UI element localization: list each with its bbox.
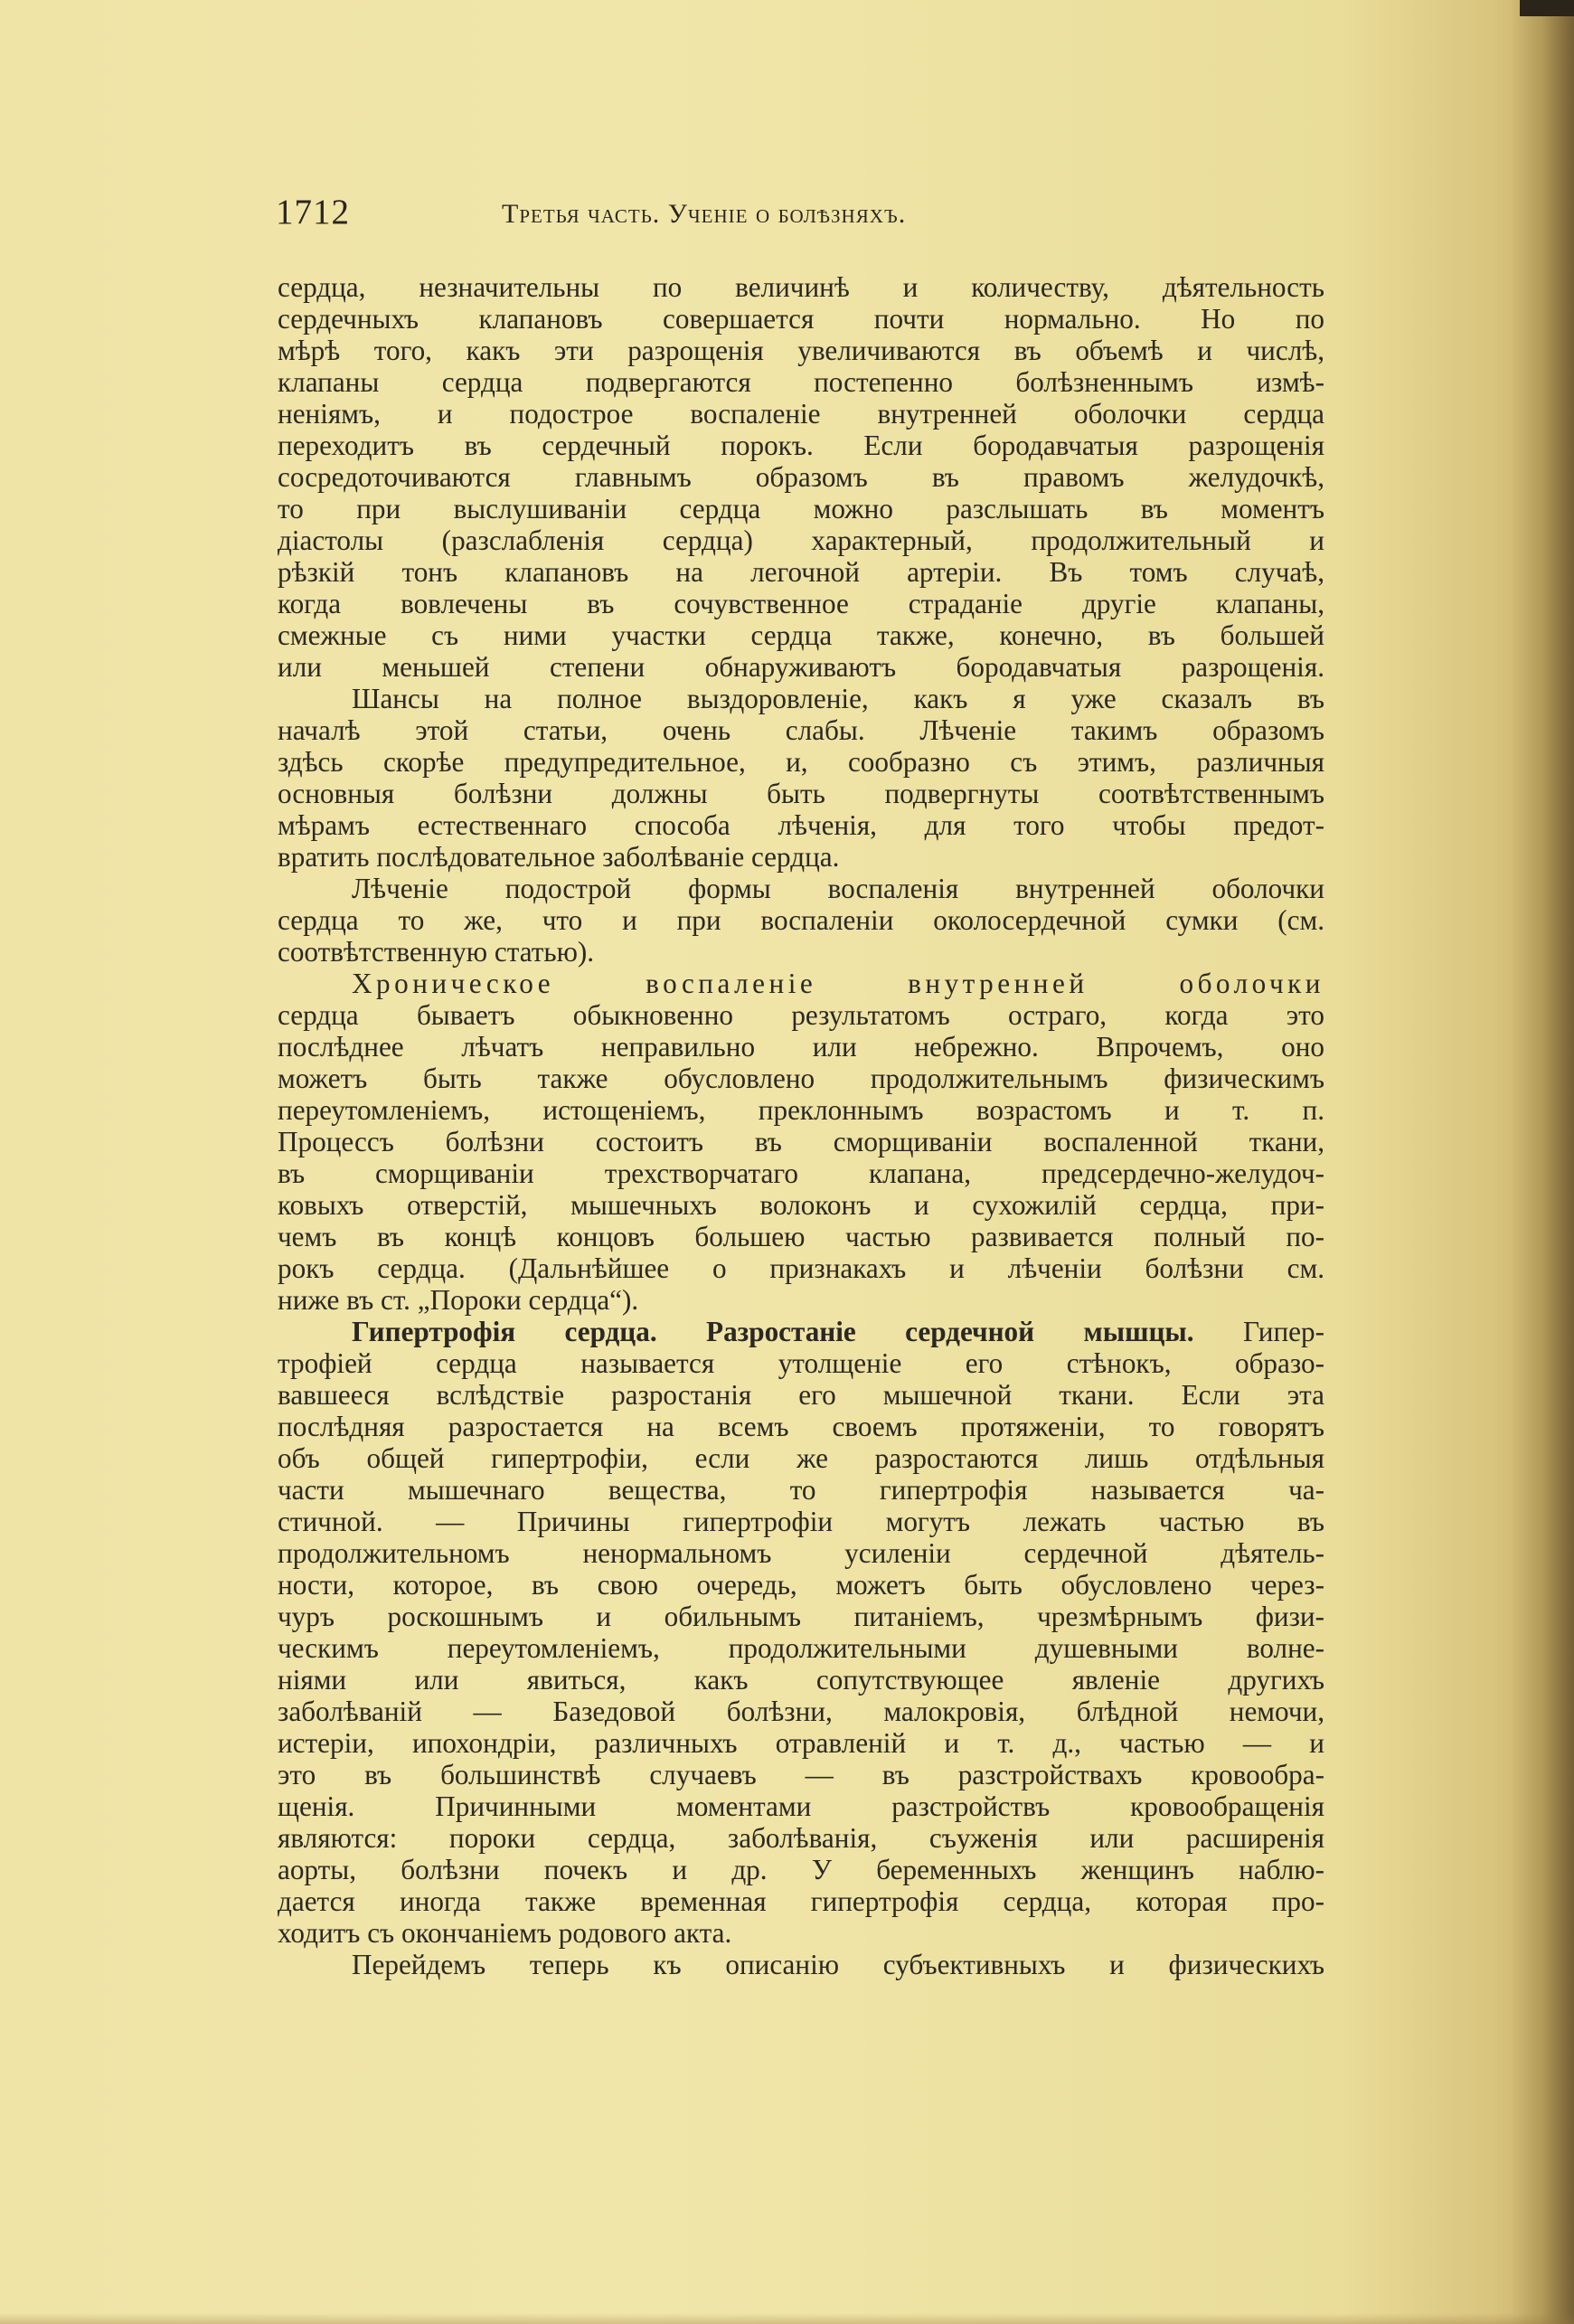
line-text: вавшееся вслѣдствіе разростанія его мышечной ткани. Если эта — [278, 1379, 1324, 1411]
text-line — [278, 1759, 1324, 1790]
text-line — [278, 588, 1324, 619]
text-line — [278, 398, 1324, 430]
text-line — [278, 651, 1324, 683]
text-line — [278, 1537, 1324, 1569]
line-text: въ сморщиваніи трехстворчатаго клапана, предсердечно-желудоч- — [278, 1157, 1324, 1189]
text-line — [278, 841, 1324, 873]
text-line — [278, 1252, 1324, 1284]
text-line — [278, 1506, 1324, 1537]
line-text: чемъ въ концѣ концовъ большею частью развивается полный по- — [278, 1221, 1324, 1252]
line-text: щенія. Причинными моментами разстройствъ кровообращенія — [278, 1790, 1324, 1822]
text-line — [278, 430, 1324, 461]
text-line — [278, 1094, 1324, 1126]
text-line — [278, 1379, 1324, 1411]
text-line — [278, 1917, 1324, 1949]
line-text: дается иногда также временная гипертрофія сердца, которая про- — [278, 1885, 1324, 1917]
section-heading: Гипертрофія сердца. Разростаніе сердечной мышцы. — [352, 1316, 1194, 1347]
line-text: Перейдемъ теперь къ описанію субъективныхъ и физическихъ — [352, 1949, 1324, 1980]
line-text: Процессъ болѣзни состоитъ въ сморщиваніи воспаленной ткани, — [278, 1126, 1324, 1157]
text-line — [278, 1347, 1324, 1379]
text-line — [278, 1854, 1324, 1885]
line-text: послѣдняя разростается на всемъ своемъ протяженіи, то говорятъ — [278, 1411, 1324, 1442]
text-line — [278, 904, 1324, 936]
text-line — [278, 556, 1324, 588]
line-text: Шансы на полное выздоровленіе, какъ я уже сказалъ въ — [352, 683, 1324, 714]
line-text: сосредоточиваются главнымъ образомъ въ правомъ желудочкѣ, — [278, 461, 1324, 493]
line-text: объ общей гипертрофіи, если же разростаются лишь отдѣльныя — [278, 1442, 1324, 1474]
line-text: то при выслушиваніи сердца можно разслышать въ моментъ — [278, 493, 1324, 524]
text-line — [278, 1822, 1324, 1854]
line-text: ческимъ переутомленіемъ, продолжительными душевными волне- — [278, 1632, 1324, 1664]
line-text: рокъ сердца. (Дальнѣйшее о признакахъ и лѣченіи болѣзни см. — [278, 1252, 1324, 1284]
text-line — [278, 1063, 1324, 1094]
line-text: рѣзкій тонъ клапановъ на легочной артеріи. Въ томъ случаѣ, — [278, 556, 1324, 588]
line-text: сердечныхъ клапановъ совершается почти нормально. Но по — [278, 303, 1324, 335]
text-line — [278, 524, 1324, 556]
line-text: переходитъ въ сердечный порокъ. Если бородавчатыя разрощенія — [278, 430, 1324, 461]
running-header — [276, 192, 1324, 246]
line-text: части мышечнаго вещества, то гипертрофія называется ча- — [278, 1474, 1324, 1506]
line-text: неніямъ, и подострое воспаленіе внутренней оболочки сердца — [278, 398, 1324, 430]
line-text: истеріи, ипохондріи, различныхъ отравленій и т. д., частью — и — [278, 1727, 1324, 1759]
text-line — [278, 1601, 1324, 1632]
line-text: Гипер- — [1193, 1316, 1324, 1347]
line-text: стичной. — Причины гипертрофіи могутъ лежать частью въ — [278, 1506, 1324, 1537]
line-text: когда вовлечены въ сочувственное страданіе другіе клапаны, — [278, 588, 1324, 619]
line-text: мѣрѣ того, какъ эти разрощенія увеличиваются въ объемѣ и числѣ, — [278, 335, 1324, 366]
line-text: послѣднее лѣчатъ неправильно или небрежно. Впрочемъ, оно — [278, 1031, 1324, 1063]
text-line — [278, 1126, 1324, 1157]
text-line — [278, 1696, 1324, 1727]
line-text: трофіей сердца называется утолщеніе его стѣнокъ, образо- — [278, 1347, 1324, 1379]
line-text: основныя болѣзни должны быть подвергнуты соотвѣтственнымъ — [278, 778, 1324, 809]
text-line — [278, 1790, 1324, 1822]
line-text: мѣрамъ естественнаго способа лѣченія, для того чтобы предот- — [278, 809, 1324, 841]
line-text: Лѣченіе подострой формы воспаленія внутренней оболочки — [352, 873, 1324, 904]
text-line — [278, 1031, 1324, 1063]
line-text: это въ большинствѣ случаевъ — въ разстройствахъ кровообра- — [278, 1759, 1324, 1790]
page-bottom-edge — [0, 2313, 1574, 2324]
text-line — [278, 335, 1324, 366]
text-line — [278, 1664, 1324, 1696]
line-text: началѣ этой статьи, очень слабы. Лѣченіе такимъ образомъ — [278, 714, 1324, 746]
text-line — [278, 746, 1324, 778]
text-line — [278, 1411, 1324, 1442]
text-line — [278, 493, 1324, 524]
text-line — [278, 1885, 1324, 1917]
scan-corner — [1520, 0, 1574, 16]
text-line — [278, 1569, 1324, 1601]
text-line — [278, 968, 1324, 999]
line-text: ковыхъ отверстій, мышечныхъ волоконъ и сухожилій сердца, при- — [278, 1189, 1324, 1221]
line-text: являются: пороки сердца, заболѣванія, съуженія или расширенія — [278, 1822, 1324, 1854]
line-text: Хроническое воспаленіе внутренней оболочки — [352, 968, 1324, 999]
text-line — [278, 461, 1324, 493]
line-text: продолжительномъ ненормальномъ усиленіи сердечной дѣятель- — [278, 1537, 1324, 1569]
line-text: ниже въ ст. „Пороки сердца“). — [278, 1284, 639, 1316]
line-text: сердца то же, что и при воспаленіи околосердечной сумки (см. — [278, 904, 1324, 936]
line-text: діастолы (разслабленія сердца) характерный, продолжительный и — [278, 524, 1324, 556]
text-line — [278, 303, 1324, 335]
line-text: сердца бываетъ обыкновенно результатомъ остраго, когда это — [278, 999, 1324, 1031]
line-text: заболѣваній — Базедовой болѣзни, малокровія, блѣдной немочи, — [278, 1696, 1324, 1727]
page-edge-shadow — [1511, 0, 1574, 2324]
page-number: 1712 — [276, 193, 350, 231]
text-line — [278, 1442, 1324, 1474]
text-line — [278, 1474, 1324, 1506]
text-line — [278, 271, 1324, 303]
line-text: соотвѣтственную статью). — [278, 936, 595, 968]
line-text: ности, которое, въ свою очередь, можетъ быть обусловлено через- — [278, 1569, 1324, 1601]
text-line — [278, 1189, 1324, 1221]
line-text: клапаны сердца подвергаются постепенно болѣзненнымъ измѣ- — [278, 366, 1324, 398]
line-text: смежные съ ними участки сердца также, конечно, въ большей — [278, 619, 1324, 651]
line-text: здѣсь скорѣе предупредительное, и, сообразно съ этимъ, различныя — [278, 746, 1324, 778]
text-line — [278, 1284, 1324, 1316]
running-title: Третья часть. Ученіе о болѣзняхъ. — [502, 199, 907, 229]
text-line — [278, 1157, 1324, 1189]
line-text: или меньшей степени обнаруживаютъ бородавчатыя разрощенія. — [278, 651, 1324, 683]
line-text: переутомленіемъ, истощеніемъ, преклоннымъ возрастомъ и т. п. — [278, 1094, 1324, 1126]
line-text: вратить послѣдовательное заболѣваніе сердца. — [278, 841, 840, 873]
line-text: сердца, незначительны по величинѣ и количеству, дѣятельность — [278, 271, 1324, 303]
line-text: можетъ быть также обусловлено продолжительнымъ физическимъ — [278, 1063, 1324, 1094]
body-text — [278, 271, 1324, 1980]
text-line — [278, 809, 1324, 841]
line-text: чуръ роскошнымъ и обильнымъ питаніемъ, чрезмѣрнымъ физи- — [278, 1601, 1324, 1632]
text-line — [278, 873, 1324, 904]
text-line — [278, 1727, 1324, 1759]
text-line — [278, 936, 1324, 968]
text-line — [278, 619, 1324, 651]
line-text: аорты, болѣзни почекъ и др. У беременныхъ женщинъ наблю- — [278, 1854, 1324, 1885]
text-line — [278, 366, 1324, 398]
text-line — [278, 1316, 1324, 1347]
text-line — [278, 683, 1324, 714]
text-line — [278, 778, 1324, 809]
text-line — [278, 1221, 1324, 1252]
text-line — [278, 1632, 1324, 1664]
text-line — [278, 1949, 1324, 1980]
line-text: ходитъ съ окончаніемъ родового акта. — [278, 1917, 732, 1949]
text-line — [278, 714, 1324, 746]
line-text: ніями или явиться, какъ сопутствующее явленіе другихъ — [278, 1664, 1324, 1696]
text-line — [278, 999, 1324, 1031]
